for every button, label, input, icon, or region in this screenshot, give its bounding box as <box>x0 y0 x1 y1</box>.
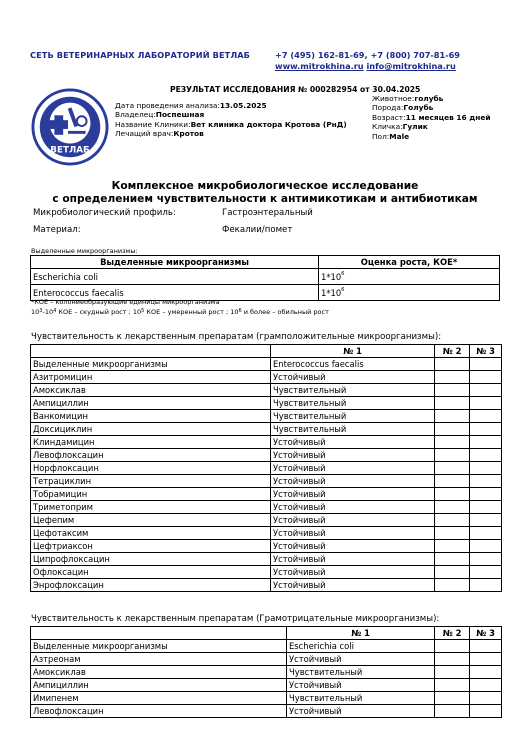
gn-header-1: № 1 <box>287 627 435 640</box>
vetlab-logo <box>31 88 109 166</box>
gn-empty-cell <box>435 679 470 692</box>
gn-result: Устойчивый <box>287 679 435 692</box>
gp-empty-cell <box>435 566 470 579</box>
gp-drug-name: Тетрациклин <box>31 475 271 488</box>
gp-empty-cell <box>435 384 470 397</box>
gram-positive-caption: Чувствительность к лекарственным препаратам (грамположительные микроорганизмы): <box>31 332 442 342</box>
growth-header-organism: Выделенные микроорганизмы <box>31 256 319 269</box>
gn-empty-cell <box>470 653 502 666</box>
gn-empty-cell <box>470 692 502 705</box>
gp-empty-cell <box>435 410 470 423</box>
gn-result: Устойчивый <box>287 653 435 666</box>
profile-label: Микробиологический профиль: <box>33 208 176 218</box>
gp-drug-name: Ванкомицин <box>31 410 271 423</box>
gp-empty-cell <box>470 410 502 423</box>
table-row <box>31 358 502 371</box>
table-row <box>31 410 502 423</box>
gn-empty-cell <box>435 705 470 718</box>
gn-empty-cell <box>470 705 502 718</box>
gn-result: Устойчивый <box>287 705 435 718</box>
clinic-value: Вет клиника доктора Кротова (РнД) <box>190 119 347 129</box>
gn-organism: Escherichia coli <box>287 640 435 653</box>
gn-drug-name: Амоксиклав <box>31 666 287 679</box>
gn-header-2: № 2 <box>435 627 470 640</box>
gp-empty-cell <box>435 514 470 527</box>
gp-result: Чувствительный <box>271 410 435 423</box>
gp-empty-cell <box>435 501 470 514</box>
table-row <box>31 692 502 705</box>
table-row <box>31 436 502 449</box>
patient-info-right <box>372 94 497 141</box>
gp-organism-label: Выделенные микроорганизмы <box>31 358 271 371</box>
gp-empty-cell <box>435 423 470 436</box>
title-line-1: Комплексное микробиологическое исследование <box>111 180 419 192</box>
gp-empty-cell <box>435 449 470 462</box>
title-line-2: с определением чувствительности к антимикотикам и антибиотикам <box>52 193 478 205</box>
gp-empty-cell <box>435 358 470 371</box>
gp-result: Устойчивый <box>271 371 435 384</box>
phones: +7 (495) 162-81-69, +7 (800) 707-81-69 <box>275 50 460 60</box>
material-value: Фекалии/помет <box>222 225 293 235</box>
species-label: Животное: <box>372 94 415 103</box>
growth-header-row <box>31 256 500 269</box>
gp-result: Устойчивый <box>271 488 435 501</box>
contact-block <box>275 50 460 72</box>
gp-empty-cell <box>435 527 470 540</box>
owner-label: Владелец: <box>115 110 156 120</box>
gn-rows <box>31 653 502 718</box>
gp-empty-cell <box>470 566 502 579</box>
gp-empty-cell <box>470 514 502 527</box>
growth-organism: Escherichia coli <box>31 269 319 285</box>
table-row <box>31 384 502 397</box>
gp-empty-cell <box>435 397 470 410</box>
gp-result: Устойчивый <box>271 436 435 449</box>
gn-result: Чувствительный <box>287 692 435 705</box>
table-row <box>31 540 502 553</box>
gn-empty-cell <box>435 640 470 653</box>
gp-drug-name: Тобрамицин <box>31 488 271 501</box>
gp-empty-cell <box>435 436 470 449</box>
table-row <box>31 566 502 579</box>
table-row <box>31 462 502 475</box>
email-link[interactable]: info@mitrokhina.ru <box>366 61 456 71</box>
gp-empty-cell <box>470 527 502 540</box>
gp-empty-cell <box>435 462 470 475</box>
gp-organism: Enterococcus faecalis <box>271 358 435 371</box>
table-row <box>31 475 502 488</box>
gp-result: Устойчивый <box>271 527 435 540</box>
gp-result: Устойчивый <box>271 449 435 462</box>
gn-drug-name: Ампициллин <box>31 679 287 692</box>
gp-empty-cell <box>470 501 502 514</box>
gp-empty-cell <box>470 475 502 488</box>
table-row <box>31 501 502 514</box>
gn-result: Чувствительный <box>287 666 435 679</box>
growth-value: $1*10^6$ <box>319 269 500 285</box>
gn-empty-cell <box>470 679 502 692</box>
growth-scale-note: $10^3-10^4$ КОЕ – скудный рост ; $10^5$ КОЕ – умеренный рост ; $10^6$ и более – обильный рост <box>31 308 329 316</box>
gp-drug-name: Левофлоксацин <box>31 449 271 462</box>
age-label: Возраст: <box>372 112 406 122</box>
growth-table <box>30 255 500 301</box>
gp-drug-name: Ципрофлоксацин <box>31 553 271 566</box>
gp-result: Чувствительный <box>271 397 435 410</box>
gn-empty-cell <box>470 640 502 653</box>
gp-empty-cell <box>470 553 502 566</box>
table-row <box>31 514 502 527</box>
material-label: Материал: <box>33 225 81 235</box>
gp-drug-name: Цефепим <box>31 514 271 527</box>
result-title: РЕЗУЛЬТАТ ИССЛЕДОВАНИЯ № 000282954 от 30.04.2025 <box>170 85 421 94</box>
gn-drug-name: Имипенем <box>31 692 287 705</box>
analysis-date: 13.05.2025 <box>219 101 267 110</box>
table-row <box>31 449 502 462</box>
growth-organism: Enterococcus faecalis <box>31 285 319 301</box>
gp-result: Устойчивый <box>271 501 435 514</box>
sex-value: Male <box>389 131 410 141</box>
gp-empty-cell <box>470 579 502 592</box>
table-row <box>31 423 502 436</box>
gp-drug-name: Энрофлоксацин <box>31 579 271 592</box>
doctor-value: Кротов <box>173 129 204 139</box>
gp-drug-name: Цефтриаксон <box>31 540 271 553</box>
table-row <box>31 653 502 666</box>
table-row <box>31 579 502 592</box>
gram-negative-caption: Чувствительность к лекарственным препаратам (Грамотрицательные микроорганизмы): <box>31 614 440 624</box>
gp-empty-cell <box>470 436 502 449</box>
species-value: голубь <box>414 94 444 103</box>
gn-drug-name: Азтреонам <box>31 653 287 666</box>
gp-empty-cell <box>470 423 502 436</box>
gp-empty-cell <box>435 579 470 592</box>
nick-value: Гулик <box>402 122 428 132</box>
table-row <box>31 705 502 718</box>
growth-header-estimate: Оценка роста, КОЕ* <box>319 256 500 269</box>
date-label: Дата проведения анализа: <box>115 101 220 110</box>
gn-empty-cell <box>435 692 470 705</box>
gp-result: Устойчивый <box>271 579 435 592</box>
gp-empty-cell <box>470 358 502 371</box>
gp-empty-cell <box>435 553 470 566</box>
gp-drug-name: Амоксиклав <box>31 384 271 397</box>
gp-empty-cell <box>470 540 502 553</box>
gp-drug-name: Норфлоксацин <box>31 462 271 475</box>
doctor-label: Лечащий врач: <box>115 129 174 139</box>
table-row <box>31 666 502 679</box>
lab-network-name: СЕТЬ ВЕТЕРИНАРНЫХ ЛАБОРАТОРИЙ ВЕТЛАБ <box>30 50 251 60</box>
gp-header-2: № 2 <box>435 345 470 358</box>
gn-header-blank <box>31 627 287 640</box>
gp-drug-name: Ампициллин <box>31 397 271 410</box>
site-link[interactable]: www.mitrokhina.ru <box>275 61 364 71</box>
gp-empty-cell <box>470 384 502 397</box>
table-row <box>31 640 502 653</box>
gn-drug-name: Левофлоксацин <box>31 705 287 718</box>
gn-header-row <box>31 627 502 640</box>
gp-result: Устойчивый <box>271 553 435 566</box>
gp-header-3: № 3 <box>470 345 502 358</box>
gram-negative-table <box>30 626 502 718</box>
gp-drug-name: Офлоксацин <box>31 566 271 579</box>
gp-empty-cell <box>435 488 470 501</box>
gp-drug-name: Триметоприм <box>31 501 271 514</box>
gp-result: Устойчивый <box>271 475 435 488</box>
breed-label: Порода: <box>372 103 404 113</box>
gp-drug-name: Клиндамицин <box>31 436 271 449</box>
sex-label: Пол: <box>372 131 390 141</box>
table-row <box>31 269 500 285</box>
nick-label: Кличка: <box>372 122 403 132</box>
logo-text: ВЕТЛАБ <box>50 145 90 156</box>
gn-empty-cell <box>470 666 502 679</box>
profile-value: Гастроэнтеральный <box>222 208 313 218</box>
growth-value: $1*10^6$ <box>319 285 500 301</box>
document-title <box>0 180 530 206</box>
gp-empty-cell <box>470 397 502 410</box>
age-value: 11 месяцев 16 дней <box>405 112 491 122</box>
gp-empty-cell <box>435 371 470 384</box>
table-row <box>31 488 502 501</box>
gp-result: Чувствительный <box>271 384 435 397</box>
gp-empty-cell <box>470 449 502 462</box>
table-row <box>31 371 502 384</box>
clinic-label: Название Клиники: <box>115 119 191 129</box>
gp-drug-name: Цефотаксим <box>31 527 271 540</box>
table-row <box>31 553 502 566</box>
gp-result: Устойчивый <box>271 540 435 553</box>
patient-info-left <box>115 101 365 139</box>
gp-drug-name: Доксициклин <box>31 423 271 436</box>
gp-empty-cell <box>435 540 470 553</box>
gn-organism-label: Выделенные микроорганизмы <box>31 640 287 653</box>
gp-header-blank <box>31 345 271 358</box>
gp-empty-cell <box>470 488 502 501</box>
gp-rows <box>31 371 502 592</box>
breed-value: Голубь <box>403 103 434 113</box>
gp-empty-cell <box>435 475 470 488</box>
gp-result: Устойчивый <box>271 514 435 527</box>
cfu-note: *КОЕ – колониеобразующие единицы микроорганизма <box>31 298 220 306</box>
gn-header-3: № 3 <box>470 627 502 640</box>
table-row <box>31 397 502 410</box>
gn-empty-cell <box>435 666 470 679</box>
gram-positive-table <box>30 344 502 592</box>
gp-empty-cell <box>470 371 502 384</box>
gp-drug-name: Азитромицин <box>31 371 271 384</box>
gp-header-row <box>31 345 502 358</box>
gn-empty-cell <box>435 653 470 666</box>
table-row <box>31 679 502 692</box>
table-row <box>31 527 502 540</box>
gp-result: Чувствительный <box>271 423 435 436</box>
gp-result: Устойчивый <box>271 566 435 579</box>
isolated-caption: Выделенные микроорганизмы: <box>31 247 138 255</box>
owner-value: Поспешная <box>155 110 205 120</box>
gp-header-1: № 1 <box>271 345 435 358</box>
gp-result: Устойчивый <box>271 462 435 475</box>
gp-empty-cell <box>470 462 502 475</box>
